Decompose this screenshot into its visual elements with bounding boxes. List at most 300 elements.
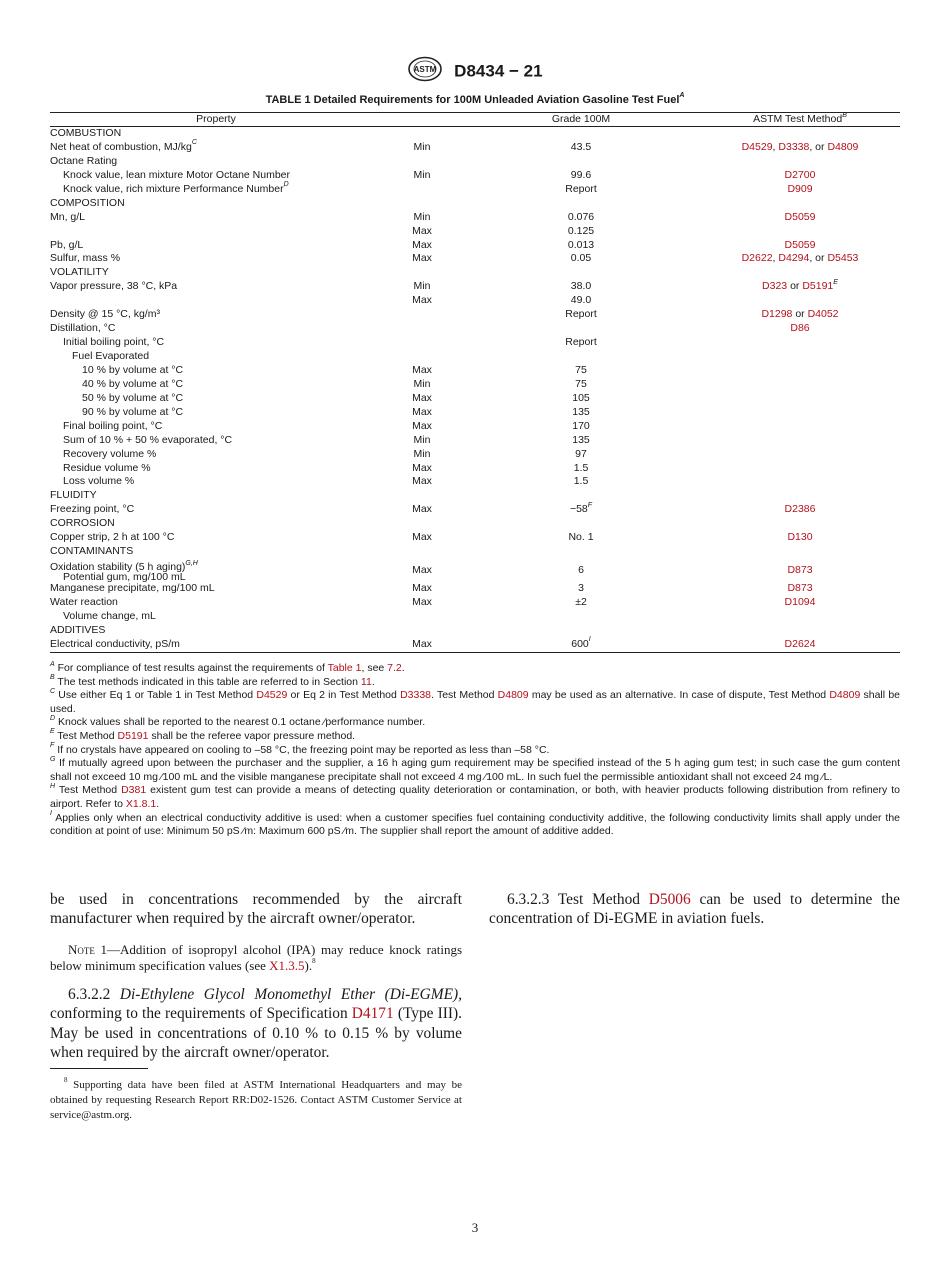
table-row	[50, 434, 900, 448]
footnote-link[interactable]: D4809	[497, 689, 529, 702]
cell-grade-value	[462, 211, 700, 225]
cell-test-method	[700, 169, 900, 183]
test-method-link[interactable]: D873	[787, 563, 813, 576]
cell-limit: Max	[412, 238, 432, 251]
cell-property	[50, 531, 382, 545]
note-footnote-ref[interactable]: 8	[312, 957, 316, 966]
test-method-text: ,	[772, 140, 779, 153]
table-row	[50, 169, 900, 183]
footnote-mark: D	[50, 714, 56, 722]
footnote-text: , see	[361, 662, 388, 674]
cell-property	[50, 266, 382, 280]
cell-property	[50, 610, 382, 624]
footnote	[50, 676, 900, 690]
table-row	[50, 559, 900, 582]
property-text: Octane Rating	[50, 154, 118, 167]
footnote-link[interactable]: D381	[121, 784, 147, 797]
footnote-link[interactable]: D4529	[256, 689, 288, 702]
grade-value-text: 99.6	[570, 168, 592, 181]
cell-limit: Max	[412, 224, 432, 237]
cell-grade-value	[462, 322, 700, 336]
property-text: Loss volume %	[63, 475, 135, 488]
left-column	[50, 890, 462, 1062]
test-method-link[interactable]: D4294	[778, 252, 810, 265]
cell-test-method	[700, 155, 900, 169]
cell-grade-value	[462, 448, 700, 462]
test-method-note: E	[833, 278, 838, 286]
test-method-link[interactable]: D2624	[784, 637, 816, 650]
cell-test-method	[700, 582, 900, 596]
right-column	[489, 890, 900, 929]
footnote	[50, 730, 900, 744]
table-row	[50, 545, 900, 559]
cell-property	[50, 336, 382, 350]
right-section-lead: 6.3.2.3 Test Method	[507, 891, 649, 908]
note-end: ).	[304, 957, 313, 973]
cell-limit	[382, 489, 462, 503]
cell-property	[50, 364, 382, 378]
footnote-link[interactable]: 11	[360, 675, 372, 688]
cell-test-method	[700, 266, 900, 280]
table-row	[50, 378, 900, 392]
cell-test-method	[700, 489, 900, 503]
footnote-text: .	[371, 675, 375, 688]
footnote-link[interactable]: Table 1	[327, 662, 362, 674]
cell-grade-value	[462, 266, 700, 280]
property-note: D	[283, 181, 289, 189]
cell-limit: Max	[382, 638, 462, 652]
footnote-link[interactable]: D3338	[400, 689, 432, 702]
footnote-mark: G	[50, 755, 56, 763]
property-text: 90 % by volume at °C	[82, 405, 184, 418]
cell-test-method	[700, 559, 900, 582]
cell-limit	[382, 155, 462, 169]
table-row	[50, 308, 900, 322]
grade-value-text: 49.0	[570, 294, 592, 307]
footnote-8-mark: 8	[64, 1076, 68, 1085]
cell-property	[50, 239, 382, 253]
grade-value-text: 1.5	[573, 475, 589, 488]
cell-grade-value	[462, 308, 700, 322]
footnote-text: Applies only when an electrical conductivity additive is used: when a customer specifies fuel containing conductivity additive, the following conductivity limits shall apply under the condition at point of use: Minimum 50 pS ⁄m: Maximum 600 pS ⁄m. The supplier shall report the amount of additive added.	[50, 811, 900, 838]
footnote-text: .	[156, 797, 160, 810]
header-limit	[382, 113, 462, 127]
footnote-text: shall be the referee vapor pressure method.	[148, 729, 356, 742]
grade-value-text: 0.125	[567, 224, 595, 237]
cell-grade-value	[462, 517, 700, 531]
cell-limit	[382, 545, 462, 559]
property-text: CONTAMINANTS	[50, 545, 134, 558]
footnote	[50, 744, 900, 758]
cell-limit: Max	[412, 461, 432, 474]
footnote-text: Test Method	[57, 729, 118, 742]
table-row	[50, 392, 900, 406]
cell-grade-value	[462, 638, 700, 652]
cell-test-method	[700, 406, 900, 420]
footnote-divider	[50, 1068, 148, 1069]
cell-grade-value	[462, 252, 700, 266]
cell-test-method	[700, 127, 900, 141]
test-method-link[interactable]: D3338	[778, 140, 810, 153]
cell-property	[50, 183, 382, 197]
test-method-link[interactable]: D2622	[741, 252, 773, 265]
test-method-text: or	[787, 280, 803, 293]
document-header	[0, 56, 950, 87]
cell-limit: Max	[412, 582, 432, 595]
property-text: COMBUSTION	[50, 127, 122, 139]
cell-grade-value	[462, 155, 700, 169]
cell-grade-value	[462, 225, 700, 239]
footnote-link[interactable]: X1.8.1	[125, 797, 157, 810]
cell-test-method	[700, 183, 900, 197]
footnote-mark: I	[50, 810, 52, 818]
right-section-rest: can be used to determine the concentration of Di-EGME in aviation fuels.	[489, 891, 900, 928]
table-body	[50, 127, 900, 653]
cell-limit	[382, 517, 462, 531]
grade-value-text: −58	[569, 503, 588, 516]
cell-test-method	[700, 378, 900, 392]
grade-value-text: 0.05	[570, 252, 592, 265]
cell-limit: Min	[413, 280, 431, 293]
cell-property	[50, 462, 382, 476]
test-method-link[interactable]: D130	[787, 531, 813, 544]
cell-property	[50, 378, 382, 392]
cell-grade-value	[462, 141, 700, 155]
table-footnotes	[50, 662, 900, 839]
cell-limit: Max	[412, 563, 432, 576]
cell-limit: Min	[413, 447, 431, 460]
test-method-link[interactable]: D4529	[741, 140, 773, 153]
property-text: Recovery volume %	[63, 447, 157, 460]
table-row	[50, 364, 900, 378]
cell-test-method	[700, 434, 900, 448]
property-text: Residue volume %	[63, 461, 151, 474]
header-grade: Grade 100M	[462, 113, 700, 127]
note-1	[50, 942, 462, 974]
table-row	[50, 582, 900, 596]
cell-grade-value	[462, 336, 700, 350]
test-method-text: , or	[809, 252, 828, 265]
table-row	[50, 141, 900, 155]
grade-value-text: Report	[565, 336, 597, 349]
cell-limit	[382, 624, 462, 638]
property-text: Vapor pressure, 38 °C, kPa	[50, 280, 178, 293]
cell-property	[50, 434, 382, 448]
cell-grade-value	[462, 420, 700, 434]
footnote-text: may be used as an alternative. In case of dispute, Test Method	[528, 689, 830, 702]
cell-property	[50, 141, 382, 155]
section-text: conforming to the requirements of Specification	[50, 1005, 352, 1023]
cell-grade-value	[462, 434, 700, 448]
cell-property	[50, 489, 382, 503]
cell-property	[50, 308, 382, 322]
cell-grade-value	[462, 197, 700, 211]
cell-test-method	[700, 517, 900, 531]
footnote-text: If no crystals have appeared on cooling to –58 °C, the freezing point may be reported as less than –58 °C.	[57, 743, 550, 756]
footnote-text: If mutually agreed upon between the purchaser and the supplier, a 16 h aging gum requirement may be specified instead of the 5 h aging gum test; in such case the gum content shall not exceed 10 mg ⁄100 mL and the visible manganese precipitate shall not exceed 4 mg ⁄100 mL. In such fuel the permissible antioxidant shall not exceed 24 mg ⁄L.	[50, 757, 901, 783]
cell-limit: Min	[413, 377, 431, 390]
table-row	[50, 596, 900, 610]
cell-test-method	[700, 624, 900, 638]
cell-property	[50, 503, 382, 517]
grade-value-text: 170	[572, 419, 590, 432]
property-text: 50 % by volume at °C	[82, 391, 184, 404]
footnote-mark: F	[50, 742, 55, 750]
header-method	[700, 113, 900, 127]
grade-value-note: F	[587, 501, 593, 509]
cell-test-method	[700, 638, 900, 652]
cell-limit: Max	[412, 503, 432, 516]
cell-grade-value	[462, 559, 700, 582]
test-method-link[interactable]: D5059	[784, 238, 816, 251]
property-text: Sulfur, mass %	[50, 252, 121, 265]
cell-test-method	[700, 596, 900, 610]
cell-limit: Min	[413, 210, 431, 223]
grade-value-text: 97	[575, 447, 587, 460]
grade-value-text: 75	[575, 363, 587, 376]
footnote	[50, 784, 900, 811]
cell-test-method	[700, 503, 900, 517]
cell-limit: Min	[413, 140, 431, 153]
footnote-text: Test Method	[58, 784, 122, 797]
requirements-table	[50, 112, 900, 653]
test-method-link[interactable]: D909	[787, 182, 813, 195]
header-property: Property	[50, 113, 382, 127]
property-text: Knock value, rich mixture Performance Number	[63, 182, 284, 195]
footnote-text: or Eq 2 in Test Method	[287, 689, 401, 702]
test-method-link[interactable]: D1298	[761, 308, 793, 321]
cell-test-method	[700, 392, 900, 406]
cell-limit	[382, 350, 462, 364]
property-text: Mn, g/L	[50, 210, 86, 223]
grade-value-text: 6	[578, 563, 584, 576]
grade-value-text: 75	[575, 377, 587, 390]
test-method-text: or	[792, 308, 808, 321]
footnote-text: . Test Method	[431, 689, 498, 702]
grade-value-text: 135	[572, 405, 590, 418]
property-text: CORROSION	[50, 517, 115, 530]
cell-limit	[382, 183, 462, 197]
cell-grade-value	[462, 475, 700, 489]
cell-grade-value	[462, 610, 700, 624]
footnote-text: existent gum test can provide a means of detecting quality deterioration or contamination, or both, with heavier products following distribution from refinery to airport. Refer to	[50, 784, 900, 810]
cell-limit: Max	[412, 419, 432, 432]
cell-grade-value	[462, 545, 700, 559]
footnote-text: Use either Eq 1 or Table 1 in Test Method	[58, 689, 257, 702]
footnote	[50, 812, 900, 839]
table-row	[50, 420, 900, 434]
cell-grade-value	[462, 582, 700, 596]
table-row	[50, 336, 900, 350]
cell-grade-value	[462, 169, 700, 183]
cell-limit	[382, 266, 462, 280]
test-method-link[interactable]: D5059	[784, 210, 816, 223]
cell-property	[50, 350, 382, 364]
table-header-row	[50, 113, 900, 127]
cell-limit: Max	[412, 596, 432, 608]
property-text: FLUIDITY	[50, 489, 97, 502]
table-row	[50, 503, 900, 517]
property-text: Volume change, mL	[63, 609, 156, 622]
cell-test-method	[700, 610, 900, 624]
astm-logo-icon	[407, 56, 443, 87]
cell-limit	[382, 336, 462, 350]
cell-property	[50, 392, 382, 406]
test-method-link[interactable]: D4052	[807, 308, 839, 321]
cell-test-method	[700, 448, 900, 462]
link-d5006[interactable]: D5006	[648, 891, 691, 908]
property-text: Electrical conductivity, pS/m	[50, 637, 180, 650]
cell-test-method	[700, 545, 900, 559]
cell-test-method	[700, 252, 900, 266]
table-row	[50, 638, 900, 652]
grade-value-text: No. 1	[568, 531, 594, 544]
cell-property	[50, 127, 382, 141]
cell-test-method	[700, 420, 900, 434]
property-note: G,H	[185, 559, 198, 567]
test-method-link[interactable]: D5453	[827, 252, 859, 265]
cell-grade-value	[462, 503, 700, 517]
test-method-link[interactable]: D2386	[784, 503, 816, 516]
section-6-3-2-3	[489, 890, 900, 929]
cell-property	[50, 252, 382, 266]
cell-limit: Max	[412, 391, 432, 404]
footnote-text: The test methods indicated in this table are referred to in Section	[57, 675, 361, 688]
cell-property	[50, 211, 382, 225]
cell-grade-value	[462, 127, 700, 141]
table-row	[50, 531, 900, 545]
cell-grade-value	[462, 280, 700, 294]
cell-limit: Min	[413, 168, 431, 181]
cell-limit: Max	[412, 531, 432, 544]
doc-code: D8434 − 21	[454, 61, 543, 81]
link-d4171[interactable]: D4171	[351, 1005, 394, 1023]
property-text: Net heat of combustion, MJ/kg	[50, 140, 192, 153]
section-title: Di-Ethylene Glycol Monomethyl Ether (Di-EGME),	[119, 985, 462, 1003]
section-number: 6.3.2.2	[68, 985, 120, 1003]
cell-test-method	[700, 364, 900, 378]
property-text: Manganese precipitate, mg/100 mL	[50, 582, 215, 595]
property-text: Freezing point, °C	[50, 503, 135, 516]
table-row	[50, 280, 900, 294]
test-method-link[interactable]: D2700	[784, 168, 816, 181]
property-subtext: Potential gum, mg/100 mL	[63, 571, 186, 584]
grade-value-text: 105	[572, 391, 590, 404]
property-text: Distillation, °C	[50, 322, 116, 335]
note-link-x135[interactable]: X1.3.5	[269, 957, 305, 973]
note-number: 1—	[94, 941, 121, 957]
cell-grade-value	[462, 239, 700, 253]
test-method-link[interactable]: D1094	[784, 596, 816, 608]
cell-test-method	[700, 462, 900, 476]
note-text: Addition of isopropyl alcohol (IPA) may reduce knock ratings below minimum specification values (see	[50, 941, 463, 973]
test-method-link[interactable]: D323	[762, 280, 788, 293]
cell-limit	[382, 610, 462, 624]
grade-value-text: 135	[572, 433, 590, 446]
test-method-link[interactable]: D86	[790, 322, 810, 335]
cell-limit: Max	[412, 405, 432, 418]
property-note: C	[191, 139, 197, 147]
cell-limit	[382, 308, 462, 322]
property-text: Final boiling point, °C	[63, 419, 163, 432]
table-row	[50, 155, 900, 169]
property-text: ADDITIVES	[50, 623, 106, 636]
footnote-mark: E	[50, 728, 55, 736]
cell-test-method	[700, 197, 900, 211]
section-rest: (Type III). May be used in concentrations of 0.10 % to 0.15 % by volume when required by the aircraft owner/operator.	[50, 1005, 463, 1062]
cell-limit: Max	[412, 294, 432, 307]
table-row	[50, 448, 900, 462]
cell-limit: Min	[413, 433, 431, 446]
grade-value-text: 600	[571, 637, 589, 650]
cell-grade-value	[462, 462, 700, 476]
cell-test-method	[700, 280, 900, 294]
test-method-link[interactable]: D4809	[827, 140, 859, 153]
cell-test-method	[700, 141, 900, 155]
cell-property	[50, 294, 382, 308]
test-method-link[interactable]: D5191	[802, 280, 834, 293]
grade-value-text: 1.5	[573, 461, 589, 474]
footnote-link[interactable]: 7.2	[387, 662, 402, 674]
table-row	[50, 322, 900, 336]
page-number: 3	[471, 1220, 479, 1235]
table-row	[50, 624, 900, 638]
cell-property	[50, 475, 382, 489]
property-text: Density @ 15 °C, kg/m³	[50, 308, 160, 321]
test-method-link[interactable]: D873	[787, 582, 813, 595]
table-row	[50, 239, 900, 253]
cell-test-method	[700, 475, 900, 489]
cell-property	[50, 582, 382, 596]
cell-property	[50, 155, 382, 169]
property-text: VOLATILITY	[50, 266, 109, 279]
cell-test-method	[700, 239, 900, 253]
footnote-text: shall be used.	[50, 689, 900, 715]
property-text: Initial boiling point, °C	[63, 336, 165, 349]
footnote	[50, 689, 900, 716]
table-row	[50, 197, 900, 211]
footnote-text: Knock values shall be reported to the nearest 0.1 octane ⁄performance number.	[57, 716, 426, 729]
property-text: Copper strip, 2 h at 100 °C	[50, 531, 175, 544]
grade-value-text: ±2	[575, 596, 587, 608]
cell-grade-value	[462, 364, 700, 378]
table-row	[50, 517, 900, 531]
cell-property	[50, 638, 382, 652]
cell-limit	[382, 322, 462, 336]
property-text: Oxidation stability (5 h aging)	[50, 561, 186, 574]
grade-value-text: Report	[565, 308, 597, 321]
grade-value-text: 43.5	[570, 140, 592, 153]
cell-property	[50, 624, 382, 638]
footnote-link[interactable]: D4809	[829, 689, 861, 702]
cell-limit: Max	[412, 363, 432, 376]
cell-grade-value	[462, 183, 700, 197]
cell-test-method	[700, 294, 900, 308]
test-method-text: ,	[772, 252, 779, 265]
cell-test-method	[700, 211, 900, 225]
grade-value-text: Report	[565, 182, 597, 195]
footnote-mark: H	[50, 782, 56, 790]
table-row	[50, 462, 900, 476]
footnote	[50, 716, 900, 730]
table-row	[50, 183, 900, 197]
grade-value-text: 38.0	[570, 280, 592, 293]
table-row	[50, 211, 900, 225]
cell-test-method	[700, 225, 900, 239]
footnote-link[interactable]: D5191	[117, 729, 149, 742]
table-title	[50, 94, 900, 106]
cell-limit: Max	[412, 475, 432, 488]
